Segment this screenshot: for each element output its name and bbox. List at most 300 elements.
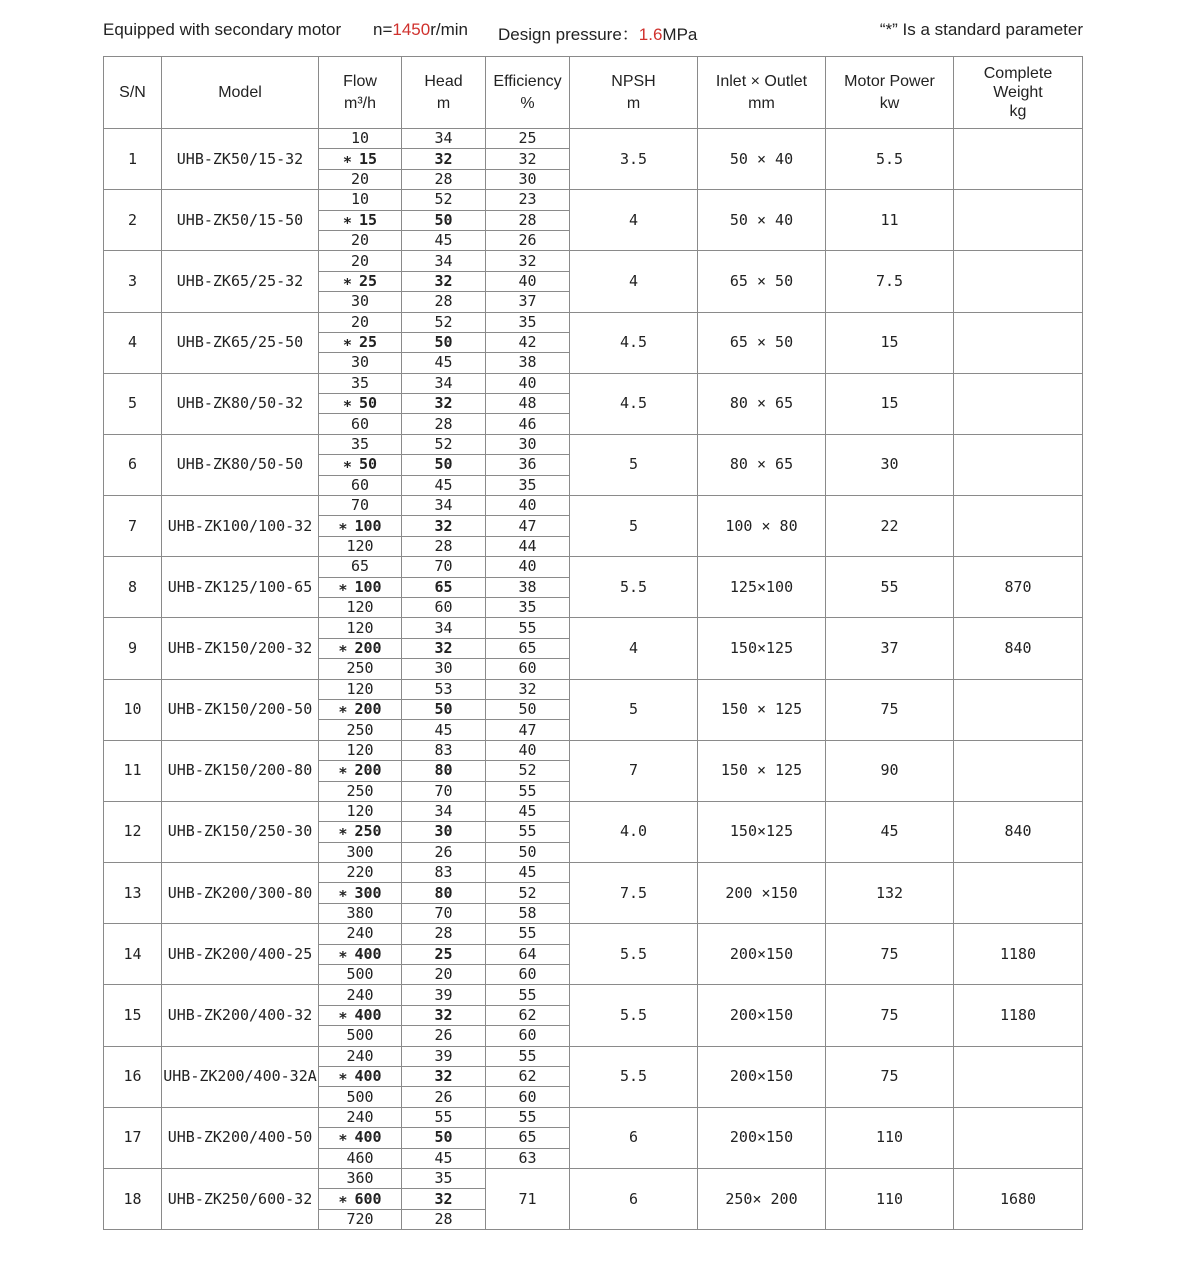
- flow-cell: [319, 332, 402, 352]
- sn-cell: 16: [104, 1046, 162, 1107]
- flow-value: 240: [346, 985, 374, 1004]
- flow-value: 250: [346, 781, 374, 800]
- efficiency-cell: 60: [486, 965, 570, 985]
- flow-value: 300: [354, 883, 382, 902]
- motor-power-cell: 7.5: [826, 251, 954, 312]
- weight-cell: [954, 863, 1083, 924]
- head-cell: 83: [402, 863, 486, 883]
- model-cell: UHB-ZK150/200-50: [162, 679, 319, 740]
- head-cell: 32: [402, 271, 486, 291]
- model-cell: UHB-ZK150/200-32: [162, 618, 319, 679]
- model-cell: UHB-ZK150/200-80: [162, 740, 319, 801]
- col-model: Model: [162, 57, 319, 129]
- sn-cell: 1: [104, 129, 162, 190]
- flow-cell: [319, 699, 402, 719]
- weight-cell: [954, 740, 1083, 801]
- npsh-cell: 5: [570, 434, 698, 495]
- flow-cell: [319, 924, 402, 944]
- head-cell: 26: [402, 1087, 486, 1107]
- head-cell: 32: [402, 149, 486, 169]
- table-row: [104, 1168, 1083, 1188]
- motor-power-cell: 132: [826, 863, 954, 924]
- efficiency-cell: 45: [486, 863, 570, 883]
- motor-power-cell: 37: [826, 618, 954, 679]
- efficiency-cell: 47: [486, 516, 570, 536]
- efficiency-cell: 38: [486, 577, 570, 597]
- head-cell: 50: [402, 210, 486, 230]
- flow-cell: [319, 251, 402, 271]
- flow-cell: [319, 659, 402, 679]
- npsh-cell: 6: [570, 1107, 698, 1168]
- flow-cell: [319, 1066, 402, 1086]
- flow-value: 25: [358, 271, 378, 290]
- efficiency-cell: 32: [486, 149, 570, 169]
- flow-cell: [319, 1209, 402, 1229]
- standard-star-icon: ∗: [338, 883, 348, 902]
- flow-value: 720: [346, 1209, 374, 1228]
- standard-star-icon: ∗: [338, 638, 348, 657]
- flow-value: 120: [346, 679, 374, 698]
- head-cell: 52: [402, 190, 486, 210]
- efficiency-cell: 65: [486, 638, 570, 658]
- model-cell: UHB-ZK125/100-65: [162, 557, 319, 618]
- flow-value: 500: [346, 965, 374, 984]
- efficiency-cell: 65: [486, 1128, 570, 1148]
- flow-value: 15: [358, 149, 378, 168]
- head-cell: 34: [402, 801, 486, 821]
- efficiency-cell: 58: [486, 903, 570, 923]
- flow-value: 120: [346, 618, 374, 637]
- inlet-outlet-cell: 80 × 65: [698, 373, 826, 434]
- table-body: [104, 129, 1083, 1230]
- head-cell: 34: [402, 129, 486, 149]
- model-cell: UHB-ZK200/400-32: [162, 985, 319, 1046]
- flow-value: 30: [350, 292, 370, 311]
- sn-cell: 9: [104, 618, 162, 679]
- efficiency-cell: 60: [486, 1087, 570, 1107]
- standard-star-icon: ∗: [342, 333, 352, 352]
- head-cell: 45: [402, 353, 486, 373]
- standard-parameter-note: “*” Is a standard parameter: [879, 20, 1083, 39]
- weight-cell: [954, 1046, 1083, 1107]
- flow-value: 50: [358, 455, 378, 474]
- weight-cell: [954, 679, 1083, 740]
- flow-value: 30: [350, 353, 370, 372]
- flow-value: 250: [354, 822, 382, 841]
- flow-cell: [319, 577, 402, 597]
- flow-cell: [319, 781, 402, 801]
- weight-cell: [954, 129, 1083, 190]
- table-row: [104, 496, 1083, 516]
- npsh-cell: 5: [570, 679, 698, 740]
- head-cell: 34: [402, 496, 486, 516]
- efficiency-cell: 71: [486, 1168, 570, 1229]
- inlet-outlet-cell: 150 × 125: [698, 679, 826, 740]
- flow-value: 500: [346, 1026, 374, 1045]
- efficiency-cell: 48: [486, 394, 570, 414]
- model-cell: UHB-ZK150/250-30: [162, 801, 319, 862]
- efficiency-cell: 30: [486, 434, 570, 454]
- head-cell: 32: [402, 516, 486, 536]
- sn-cell: 6: [104, 434, 162, 495]
- flow-value: 200: [354, 700, 382, 719]
- flow-value: 500: [346, 1087, 374, 1106]
- sn-cell: 7: [104, 496, 162, 557]
- flow-value: 380: [346, 904, 374, 923]
- model-cell: UHB-ZK65/25-32: [162, 251, 319, 312]
- standard-star-icon: ∗: [342, 394, 352, 413]
- efficiency-cell: 52: [486, 883, 570, 903]
- flow-cell: [319, 414, 402, 434]
- flow-cell: [319, 761, 402, 781]
- flow-cell: [319, 801, 402, 821]
- head-cell: 70: [402, 903, 486, 923]
- head-cell: 65: [402, 577, 486, 597]
- head-cell: 28: [402, 414, 486, 434]
- head-cell: 45: [402, 720, 486, 740]
- flow-cell: [319, 1168, 402, 1188]
- head-cell: 32: [402, 1189, 486, 1209]
- flow-value: 220: [346, 863, 374, 882]
- sn-cell: 5: [104, 373, 162, 434]
- inlet-outlet-cell: 80 × 65: [698, 434, 826, 495]
- inlet-outlet-cell: 125×100: [698, 557, 826, 618]
- flow-value: 600: [354, 1189, 382, 1208]
- head-cell: 45: [402, 1148, 486, 1168]
- sn-cell: 2: [104, 190, 162, 251]
- flow-cell: [319, 455, 402, 475]
- efficiency-cell: 32: [486, 251, 570, 271]
- flow-value: 400: [354, 1067, 382, 1086]
- table-row: [104, 740, 1083, 760]
- standard-star-icon: ∗: [338, 1128, 348, 1147]
- flow-value: 20: [350, 169, 370, 188]
- efficiency-cell: 55: [486, 1046, 570, 1066]
- efficiency-cell: 40: [486, 373, 570, 393]
- flow-cell: [319, 1148, 402, 1168]
- flow-value: 200: [354, 761, 382, 780]
- table-row: [104, 863, 1083, 883]
- col-weight: Complete Weight kg: [954, 57, 1083, 129]
- standard-star-icon: ∗: [338, 944, 348, 963]
- flow-cell: [319, 944, 402, 964]
- inlet-outlet-cell: 200×150: [698, 924, 826, 985]
- flow-value: 20: [350, 312, 370, 331]
- motor-power-cell: 90: [826, 740, 954, 801]
- efficiency-cell: 64: [486, 944, 570, 964]
- flow-cell: [319, 597, 402, 617]
- flow-value: 120: [346, 598, 374, 617]
- flow-value: 65: [350, 557, 370, 576]
- efficiency-cell: 35: [486, 597, 570, 617]
- head-cell: 30: [402, 822, 486, 842]
- motor-power-cell: 75: [826, 1046, 954, 1107]
- motor-power-cell: 45: [826, 801, 954, 862]
- head-cell: 50: [402, 332, 486, 352]
- efficiency-cell: 40: [486, 740, 570, 760]
- npsh-cell: 5.5: [570, 1046, 698, 1107]
- inlet-outlet-cell: 50 × 40: [698, 190, 826, 251]
- head-cell: 70: [402, 557, 486, 577]
- inlet-outlet-cell: 100 × 80: [698, 496, 826, 557]
- npsh-cell: 3.5: [570, 129, 698, 190]
- motor-power-cell: 15: [826, 373, 954, 434]
- efficiency-cell: 40: [486, 557, 570, 577]
- inlet-outlet-cell: 65 × 50: [698, 312, 826, 373]
- flow-value: 60: [350, 475, 370, 494]
- flow-cell: [319, 1046, 402, 1066]
- standard-star-icon: ∗: [338, 1189, 348, 1208]
- efficiency-cell: 62: [486, 1066, 570, 1086]
- sn-cell: 4: [104, 312, 162, 373]
- standard-star-icon: ∗: [338, 577, 348, 596]
- head-cell: 52: [402, 434, 486, 454]
- inlet-outlet-cell: 200 ×150: [698, 863, 826, 924]
- table-row: [104, 373, 1083, 393]
- npsh-cell: 5.5: [570, 924, 698, 985]
- col-npsh: NPSH m: [570, 57, 698, 129]
- motor-power-cell: 22: [826, 496, 954, 557]
- head-cell: 80: [402, 883, 486, 903]
- table-header-row: [104, 57, 1083, 129]
- weight-cell: [954, 434, 1083, 495]
- head-cell: 35: [402, 1168, 486, 1188]
- flow-value: 400: [354, 1128, 382, 1147]
- flow-value: 20: [350, 231, 370, 250]
- weight-cell: [954, 190, 1083, 251]
- weight-cell: [954, 373, 1083, 434]
- flow-cell: [319, 638, 402, 658]
- head-cell: 80: [402, 761, 486, 781]
- efficiency-cell: 55: [486, 924, 570, 944]
- motor-power-cell: 15: [826, 312, 954, 373]
- flow-value: 200: [354, 638, 382, 657]
- head-cell: 55: [402, 1107, 486, 1127]
- head-cell: 26: [402, 1026, 486, 1046]
- weight-cell: [954, 312, 1083, 373]
- motor-power-cell: 5.5: [826, 129, 954, 190]
- sn-cell: 10: [104, 679, 162, 740]
- efficiency-cell: 26: [486, 230, 570, 250]
- efficiency-cell: 60: [486, 659, 570, 679]
- sn-cell: 18: [104, 1168, 162, 1229]
- pump-spec-table: [103, 56, 1083, 1230]
- weight-cell: 840: [954, 618, 1083, 679]
- model-cell: UHB-ZK250/600-32: [162, 1168, 319, 1229]
- npsh-cell: 4.0: [570, 801, 698, 862]
- flow-cell: [319, 373, 402, 393]
- flow-cell: [319, 312, 402, 332]
- head-cell: 50: [402, 1128, 486, 1148]
- flow-value: 35: [350, 435, 370, 454]
- head-cell: 28: [402, 536, 486, 556]
- flow-value: 250: [346, 720, 374, 739]
- flow-cell: [319, 740, 402, 760]
- efficiency-cell: 25: [486, 129, 570, 149]
- head-cell: 30: [402, 659, 486, 679]
- flow-cell: [319, 903, 402, 923]
- motor-power-cell: 75: [826, 985, 954, 1046]
- table-row: [104, 985, 1083, 1005]
- flow-value: 25: [358, 333, 378, 352]
- flow-cell: [319, 822, 402, 842]
- model-cell: UHB-ZK50/15-32: [162, 129, 319, 190]
- model-cell: UHB-ZK50/15-50: [162, 190, 319, 251]
- npsh-cell: 4.5: [570, 373, 698, 434]
- weight-cell: 1180: [954, 985, 1083, 1046]
- standard-star-icon: ∗: [338, 700, 348, 719]
- flow-cell: [319, 985, 402, 1005]
- table-row: [104, 557, 1083, 577]
- inlet-outlet-cell: 150×125: [698, 618, 826, 679]
- npsh-cell: 4: [570, 251, 698, 312]
- npsh-cell: 4: [570, 190, 698, 251]
- motor-power-cell: 55: [826, 557, 954, 618]
- efficiency-cell: 42: [486, 332, 570, 352]
- head-cell: 45: [402, 475, 486, 495]
- table-row: [104, 679, 1083, 699]
- efficiency-cell: 55: [486, 781, 570, 801]
- npsh-cell: 5.5: [570, 557, 698, 618]
- table-row: [104, 434, 1083, 454]
- head-cell: 39: [402, 985, 486, 1005]
- flow-cell: [319, 1026, 402, 1046]
- flow-value: 400: [354, 1005, 382, 1024]
- model-cell: UHB-ZK200/400-50: [162, 1107, 319, 1168]
- standard-star-icon: ∗: [338, 761, 348, 780]
- weight-cell: 840: [954, 801, 1083, 862]
- head-cell: 20: [402, 965, 486, 985]
- flow-value: 35: [350, 373, 370, 392]
- inlet-outlet-cell: 150 × 125: [698, 740, 826, 801]
- npsh-cell: 6: [570, 1168, 698, 1229]
- model-cell: UHB-ZK200/300-80: [162, 863, 319, 924]
- sn-cell: 13: [104, 863, 162, 924]
- flow-cell: [319, 129, 402, 149]
- flow-cell: [319, 883, 402, 903]
- flow-value: 50: [358, 394, 378, 413]
- speed-note: n=1450r/min: [373, 20, 468, 39]
- flow-cell: [319, 496, 402, 516]
- col-sn: S/N: [104, 57, 162, 129]
- weight-cell: [954, 251, 1083, 312]
- flow-value: 400: [354, 944, 382, 963]
- motor-power-cell: 110: [826, 1168, 954, 1229]
- head-cell: 45: [402, 230, 486, 250]
- weight-cell: [954, 1107, 1083, 1168]
- pressure-note: Design pressure：1.6MPa: [498, 25, 698, 44]
- head-cell: 70: [402, 781, 486, 801]
- head-cell: 53: [402, 679, 486, 699]
- table-row: [104, 129, 1083, 149]
- flow-value: 120: [346, 537, 374, 555]
- sn-cell: 11: [104, 740, 162, 801]
- weight-cell: [954, 496, 1083, 557]
- flow-value: 360: [346, 1169, 374, 1188]
- efficiency-cell: 37: [486, 292, 570, 312]
- weight-cell: 870: [954, 557, 1083, 618]
- head-cell: 26: [402, 842, 486, 862]
- efficiency-cell: 50: [486, 842, 570, 862]
- flow-cell: [319, 210, 402, 230]
- efficiency-cell: 55: [486, 1107, 570, 1127]
- pressure-value: 1.6: [638, 25, 663, 44]
- efficiency-cell: 62: [486, 1005, 570, 1025]
- head-cell: 25: [402, 944, 486, 964]
- head-cell: 39: [402, 1046, 486, 1066]
- standard-star-icon: ∗: [338, 822, 348, 841]
- efficiency-cell: 23: [486, 190, 570, 210]
- table-row: [104, 924, 1083, 944]
- head-cell: 28: [402, 924, 486, 944]
- inlet-outlet-cell: 200×150: [698, 1107, 826, 1168]
- model-cell: UHB-ZK80/50-50: [162, 434, 319, 495]
- standard-star-icon: ∗: [338, 1005, 348, 1024]
- col-head: Head m: [402, 57, 486, 129]
- efficiency-cell: 28: [486, 210, 570, 230]
- flow-value: 120: [346, 740, 374, 759]
- flow-value: 250: [346, 659, 374, 678]
- flow-cell: [319, 1128, 402, 1148]
- standard-star-icon: ∗: [342, 149, 352, 168]
- flow-value: 300: [346, 842, 374, 861]
- model-cell: UHB-ZK200/400-32A: [162, 1046, 319, 1107]
- efficiency-cell: 47: [486, 720, 570, 740]
- efficiency-cell: 36: [486, 455, 570, 475]
- efficiency-cell: 40: [486, 271, 570, 291]
- flow-value: 100: [354, 516, 382, 535]
- table-row: [104, 190, 1083, 210]
- model-cell: UHB-ZK80/50-32: [162, 373, 319, 434]
- standard-star-icon: ∗: [342, 455, 352, 474]
- sn-cell: 3: [104, 251, 162, 312]
- head-cell: 83: [402, 740, 486, 760]
- flow-cell: [319, 720, 402, 740]
- table-row: [104, 312, 1083, 332]
- efficiency-cell: 35: [486, 475, 570, 495]
- inlet-outlet-cell: 65 × 50: [698, 251, 826, 312]
- head-cell: 60: [402, 597, 486, 617]
- head-cell: 52: [402, 312, 486, 332]
- header-line: [103, 20, 1083, 44]
- inlet-outlet-cell: 250× 200: [698, 1168, 826, 1229]
- standard-star-icon: ∗: [342, 271, 352, 290]
- sn-cell: 8: [104, 557, 162, 618]
- flow-cell: [319, 475, 402, 495]
- efficiency-cell: 35: [486, 312, 570, 332]
- efficiency-cell: 45: [486, 801, 570, 821]
- npsh-cell: 4: [570, 618, 698, 679]
- efficiency-cell: 40: [486, 496, 570, 516]
- inlet-outlet-cell: 200×150: [698, 1046, 826, 1107]
- speed-value: 1450: [392, 20, 431, 39]
- head-cell: 28: [402, 292, 486, 312]
- motor-power-cell: 30: [826, 434, 954, 495]
- flow-cell: [319, 292, 402, 312]
- head-cell: 50: [402, 699, 486, 719]
- head-cell: 32: [402, 1005, 486, 1025]
- flow-value: 240: [346, 1046, 374, 1065]
- col-inlet-outlet: Inlet × Outlet mm: [698, 57, 826, 129]
- model-cell: UHB-ZK100/100-32: [162, 496, 319, 557]
- motor-power-cell: 110: [826, 1107, 954, 1168]
- flow-value: 70: [350, 496, 370, 515]
- npsh-cell: 5.5: [570, 985, 698, 1046]
- flow-cell: [319, 516, 402, 536]
- head-cell: 32: [402, 638, 486, 658]
- inlet-outlet-cell: 200×150: [698, 985, 826, 1046]
- head-cell: 28: [402, 169, 486, 189]
